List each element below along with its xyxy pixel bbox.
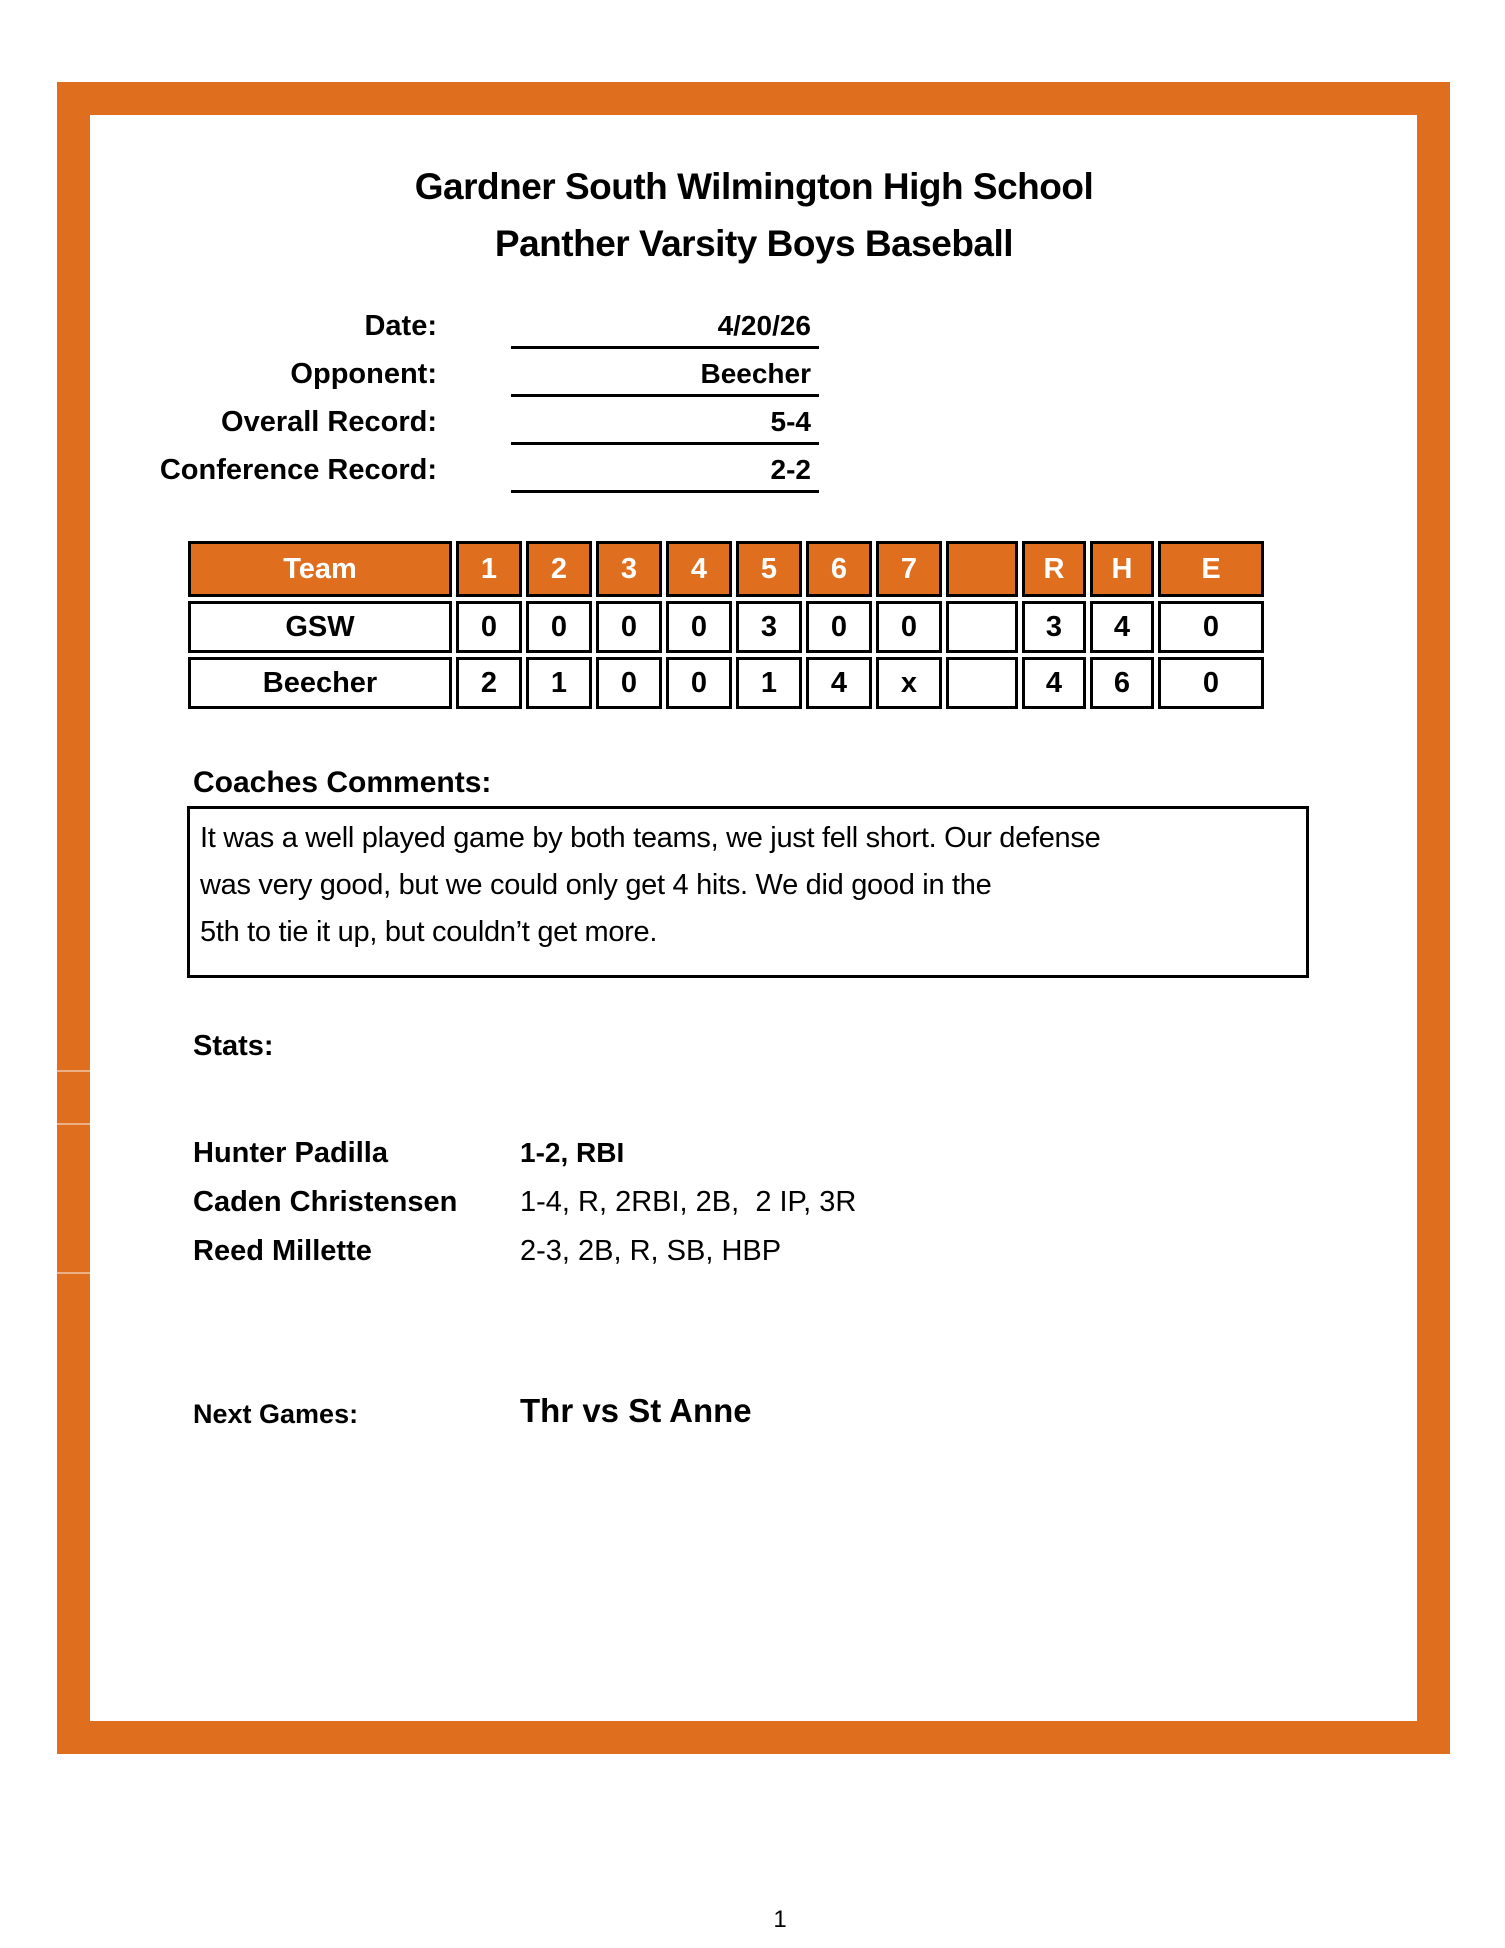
- gsw-inning-2: 0: [526, 601, 592, 653]
- box-score-table: [184, 537, 1268, 713]
- conference-record-field-row: [91, 454, 819, 502]
- comment-line: 5th to tie it up, but couldn’t get more.: [200, 916, 658, 948]
- gsw-inning-4: 0: [666, 601, 732, 653]
- gsw-inning-3: 0: [596, 601, 662, 653]
- gsw-runs: 3: [1022, 601, 1086, 653]
- conference-record-label: Conference Record:: [159, 454, 437, 486]
- header-hits: H: [1090, 541, 1154, 597]
- player-stat-line: 2-3, 2B, R, SB, HBP: [520, 1235, 782, 1267]
- gsw-inning-1: 0: [456, 601, 522, 653]
- conference-record-value: 2-2: [511, 454, 819, 493]
- header-inning-3: 3: [596, 541, 662, 597]
- opponent-value: Beecher: [511, 358, 819, 397]
- header-runs: R: [1022, 541, 1086, 597]
- player-name: Caden Christensen: [193, 1186, 458, 1218]
- gsw-spacer-cell: [946, 601, 1018, 653]
- gsw-team-name: GSW: [188, 601, 452, 653]
- player-row: [193, 1234, 856, 1283]
- date-label: Date:: [364, 310, 437, 342]
- opponent-label: Opponent:: [290, 358, 437, 390]
- page-number: 1: [773, 1906, 787, 1933]
- next-games-value: Thr vs St Anne: [520, 1392, 752, 1429]
- player-stats-list: [193, 1136, 856, 1283]
- box-score-header-row: [188, 541, 1264, 597]
- header-inning-4: 4: [666, 541, 732, 597]
- player-name: Hunter Padilla: [193, 1137, 388, 1169]
- coaches-comments-heading: Coaches Comments:: [193, 766, 492, 799]
- player-stat-line: 1-4, R, 2RBI, 2B, 2 IP, 3R: [520, 1186, 857, 1218]
- beecher-inning-1: 2: [456, 657, 522, 709]
- date-value: 4/20/26: [511, 310, 819, 349]
- date-field-row: [91, 310, 819, 358]
- next-games-label: Next Games:: [193, 1399, 359, 1429]
- header-inning-2: 2: [526, 541, 592, 597]
- player-stat-line: 1-2, RBI: [520, 1137, 625, 1168]
- player-name: Reed Millette: [193, 1235, 372, 1267]
- game-info-fields: [91, 310, 819, 502]
- title-school-name: Gardner South Wilmington High School: [414, 166, 1094, 207]
- title-team-name: Panther Varsity Boys Baseball: [494, 223, 1014, 264]
- frame-cell-divider: [57, 1123, 90, 1125]
- gsw-inning-6: 0: [806, 601, 872, 653]
- beecher-runs: 4: [1022, 657, 1086, 709]
- gsw-inning-7: 0: [876, 601, 942, 653]
- beecher-inning-2: 1: [526, 657, 592, 709]
- beecher-spacer-cell: [946, 657, 1018, 709]
- header-inning-7: 7: [876, 541, 942, 597]
- coaches-comments-box: [187, 806, 1309, 978]
- header-inning-6: 6: [806, 541, 872, 597]
- beecher-inning-3: 0: [596, 657, 662, 709]
- gsw-errors: 0: [1158, 601, 1264, 653]
- header-spacer: [946, 541, 1018, 597]
- gsw-inning-5: 3: [736, 601, 802, 653]
- gsw-hits: 4: [1090, 601, 1154, 653]
- beecher-team-name: Beecher: [188, 657, 452, 709]
- beecher-hits: 6: [1090, 657, 1154, 709]
- opponent-field-row: [91, 358, 819, 406]
- stats-heading: Stats:: [193, 1030, 274, 1062]
- player-row: [193, 1136, 856, 1185]
- beecher-inning-7: x: [876, 657, 942, 709]
- beecher-inning-6: 4: [806, 657, 872, 709]
- player-row: [193, 1185, 856, 1234]
- overall-record-field-row: [91, 406, 819, 454]
- box-score-row-beecher: [188, 657, 1264, 709]
- header-team: Team: [188, 541, 452, 597]
- header-inning-5: 5: [736, 541, 802, 597]
- header-inning-1: 1: [456, 541, 522, 597]
- comment-line: was very good, but we could only get 4 hits. We did good in the: [200, 869, 992, 901]
- beecher-inning-5: 1: [736, 657, 802, 709]
- frame-cell-divider: [57, 1070, 90, 1072]
- box-score-row-gsw: [188, 601, 1264, 653]
- overall-record-label: Overall Record:: [221, 406, 437, 438]
- document-title: [91, 158, 1417, 272]
- comment-line: It was a well played game by both teams, we just fell short. Our defense: [200, 822, 1101, 854]
- header-errors: E: [1158, 541, 1264, 597]
- frame-cell-divider: [57, 1272, 90, 1274]
- beecher-inning-4: 0: [666, 657, 732, 709]
- overall-record-value: 5-4: [511, 406, 819, 445]
- beecher-errors: 0: [1158, 657, 1264, 709]
